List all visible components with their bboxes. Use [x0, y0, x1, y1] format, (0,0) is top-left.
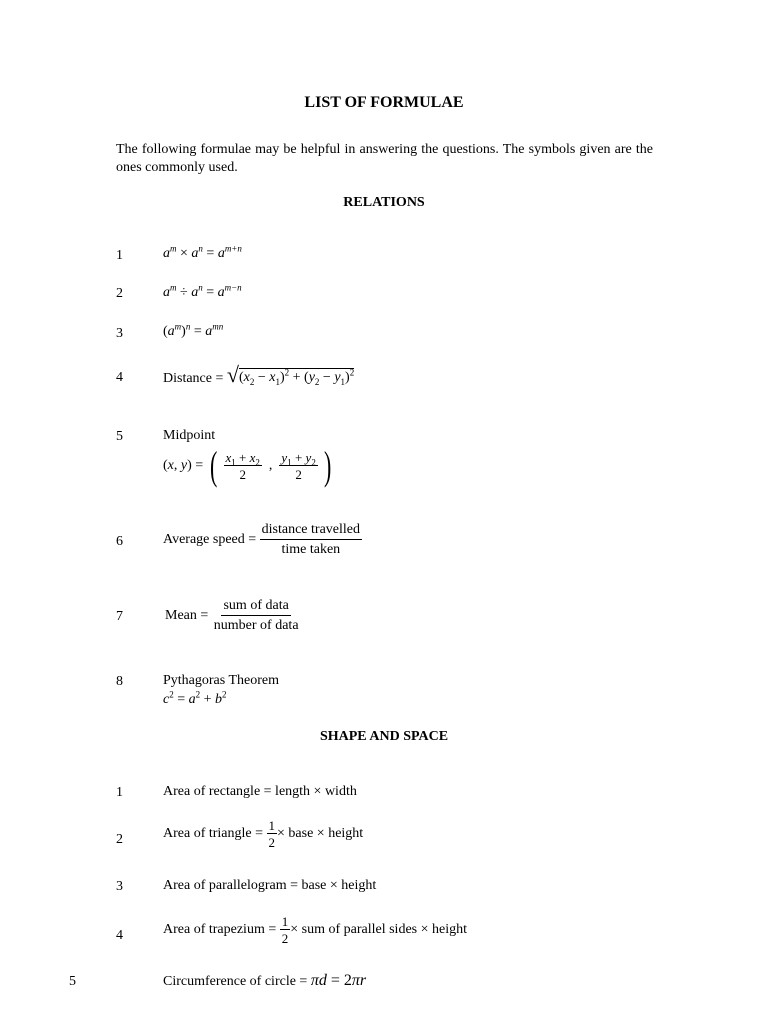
formula-exponent-quotient: $a^m \div a^n = a^{m-n}$ — [163, 282, 242, 300]
formula-label: Mean = — [165, 608, 209, 623]
relations-item-number: 1 — [116, 248, 123, 263]
formula-power-of-power: $(a^m)^n = a^{mn}$ — [163, 321, 224, 339]
section-heading-relations: RELATIONS — [343, 195, 425, 210]
formula-area-trapezium — [163, 915, 467, 945]
fraction-denominator: 2 — [268, 835, 276, 850]
relations-item-number: 2 — [116, 286, 123, 301]
relations-item-number: 4 — [116, 370, 123, 385]
fraction-numerator: 1 — [281, 914, 289, 929]
shape-item-number: 5 — [69, 974, 76, 989]
fraction-denominator: 2 — [281, 931, 289, 946]
relations-item-number: 3 — [116, 326, 123, 341]
formula-label: Pythagoras Theorem — [163, 673, 279, 688]
formula-label: Average speed = — [163, 532, 257, 547]
square-root: √ $(x_2 - x_1)^2 + (y_2 - y_1)^2$ — [226, 362, 355, 387]
formula-area-parallelogram: Area of parallelogram = base × height — [163, 878, 377, 893]
formula-mean — [165, 598, 301, 634]
formula-label: Area of trapezium = — [163, 922, 277, 937]
fraction-denominator: time taken — [281, 542, 341, 557]
shape-item-number: 2 — [116, 832, 123, 847]
shape-item-number: 1 — [116, 785, 123, 800]
formula-label: Midpoint — [163, 428, 216, 443]
fraction-denominator: number of data — [213, 618, 299, 633]
formula-label: Circumference of circle = — [163, 974, 308, 989]
formula-distance — [163, 364, 354, 387]
page-title: LIST OF FORMULAE — [304, 94, 464, 111]
formula-area-triangle — [163, 819, 363, 849]
shape-item-number: 3 — [116, 879, 123, 894]
formula-label: Area of triangle = — [163, 826, 264, 841]
fraction-numerator: sum of data — [221, 598, 290, 616]
formula-label: Distance = — [163, 371, 224, 386]
formula-rest: × sum of parallel sides × height — [290, 922, 467, 937]
fraction-numerator: distance travelled — [260, 522, 362, 540]
formula-exponent-product: $a^m \times a^n = a^{m+n}$ — [163, 243, 242, 261]
relations-item-number: 5 — [116, 429, 123, 444]
relations-item-number: 8 — [116, 674, 123, 689]
formula-average-speed — [163, 522, 362, 558]
relations-item-number: 7 — [116, 609, 123, 624]
formula-midpoint: (x, y) = ( $\frac{x_1 + x_2}{2}$ , $\frac{y_1 + y_2}{2}$ ) — [163, 443, 332, 488]
formula-rest: × base × height — [277, 826, 364, 841]
formula-area-rectangle: Area of rectangle = length × width — [163, 784, 357, 799]
section-heading-shape-and-space: SHAPE AND SPACE — [319, 729, 449, 744]
formula-pythagoras: $c^2 = a^2 + b^2$ — [163, 689, 227, 707]
fraction-numerator: 1 — [268, 818, 276, 833]
formula-circumference: Circumference of circle = πd = 2πr — [163, 972, 367, 989]
intro-paragraph: The following formulae may be helpful in answering the questions. The symbols given are the ones commonly used. — [116, 142, 653, 175]
relations-item-number: 6 — [116, 534, 123, 549]
shape-item-number: 4 — [116, 928, 123, 943]
